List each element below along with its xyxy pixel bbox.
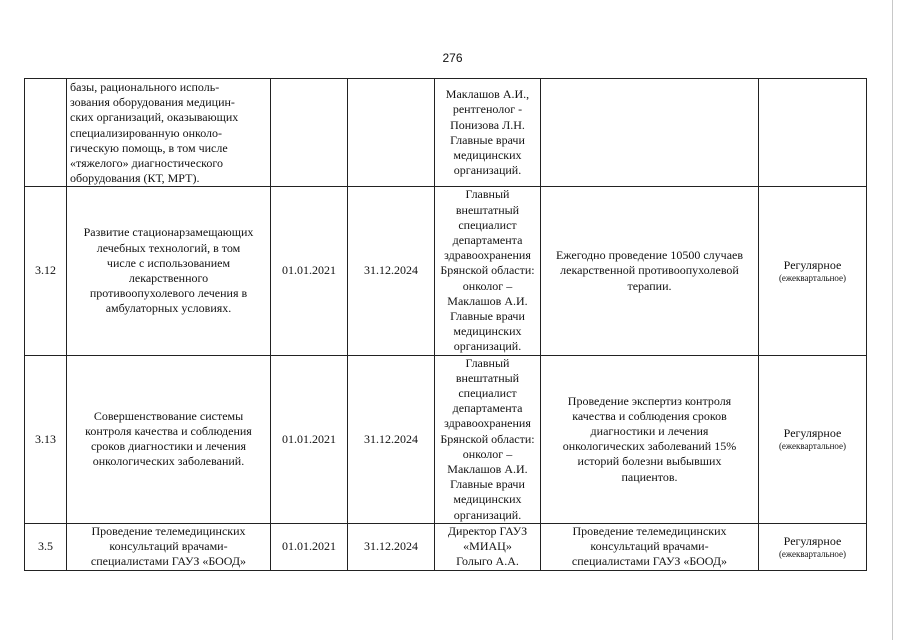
cell-line: Голыго А.А. bbox=[456, 554, 519, 569]
cell-line: лечебных технологий, в том bbox=[96, 240, 241, 255]
frequency-label: Регулярное bbox=[783, 533, 842, 548]
cell-line: Главные врачи bbox=[450, 132, 525, 147]
cell-line: организаций. bbox=[453, 507, 522, 522]
cell-line: ских организаций, оказывающих bbox=[70, 110, 239, 125]
cell-line: числе с использованием bbox=[106, 255, 231, 270]
cell-line: здравоохранения bbox=[444, 416, 531, 431]
table-row bbox=[25, 355, 867, 523]
frequency-cell bbox=[759, 187, 867, 355]
cell-line: консультаций врачами- bbox=[109, 539, 228, 554]
frequency-period: (ежеквартальное) bbox=[778, 273, 847, 284]
cell-line: Главные врачи bbox=[450, 477, 525, 492]
cell-line: Главные врачи bbox=[450, 309, 525, 324]
cell-line: специалист bbox=[458, 386, 517, 401]
cell-line: специализированную онколо- bbox=[70, 125, 223, 140]
cell-line: Маклашов А.И. bbox=[447, 462, 528, 477]
cell-line: оборудования (КТ, МРТ). bbox=[70, 171, 200, 186]
frequency-cell bbox=[759, 355, 867, 523]
cell-line: сроков диагностики и лечения bbox=[90, 439, 247, 454]
result-cell bbox=[541, 79, 759, 187]
cell-line: организаций. bbox=[453, 163, 522, 178]
scan-edge bbox=[892, 0, 893, 640]
row-number-cell: 3.12 bbox=[25, 187, 67, 355]
responsible-cell bbox=[435, 523, 541, 570]
cell-line: диагностики и лечения bbox=[590, 424, 709, 439]
cell-line: Брянской области: bbox=[440, 431, 535, 446]
cell-line: Проведение телемедицинских bbox=[91, 523, 246, 538]
row-number-cell: 3.5 bbox=[25, 523, 67, 570]
result-cell bbox=[541, 355, 759, 523]
cell-line: онколог – bbox=[462, 278, 513, 293]
cell-line: внештатный bbox=[455, 202, 520, 217]
cell-line: Брянской области: bbox=[440, 263, 535, 278]
cell-line: гическую помощь, в том числе bbox=[70, 140, 228, 155]
end-date-cell: 31.12.2024 bbox=[348, 187, 435, 355]
cell-line: здравоохранения bbox=[444, 248, 531, 263]
cell-line: консультаций врачами- bbox=[590, 539, 709, 554]
cell-line: «тяжелого» диагностического bbox=[70, 156, 223, 171]
cell-line: медицинских bbox=[453, 492, 522, 507]
cell-line: базы, рационального исполь- bbox=[70, 80, 220, 94]
cell-line: Директор ГАУЗ bbox=[447, 523, 528, 538]
cell-line: департамента bbox=[452, 401, 523, 416]
cell-line: медицинских bbox=[453, 147, 522, 162]
cell-line: Проведение экспертиз контроля bbox=[567, 393, 732, 408]
start-date-cell bbox=[271, 79, 348, 187]
cell-line: лекарственной противоопухолевой bbox=[560, 263, 739, 278]
page-number: 276 bbox=[442, 51, 463, 65]
frequency-cell bbox=[759, 79, 867, 187]
cell-line: онколог – bbox=[462, 446, 513, 461]
cell-line: Маклашов А.И., bbox=[445, 87, 530, 102]
table-row bbox=[25, 187, 867, 355]
cell-line: Понизова Л.Н. bbox=[450, 117, 525, 132]
cell-line: Ежегодно проведение 10500 случаев bbox=[555, 248, 744, 263]
table-row bbox=[25, 523, 867, 570]
result-cell bbox=[541, 187, 759, 355]
cell-line: Развитие стационарзамещающих bbox=[83, 225, 254, 240]
measure-description-cell bbox=[67, 523, 271, 570]
cell-line: зования оборудования медицин- bbox=[70, 95, 235, 110]
cell-line: внештатный bbox=[455, 370, 520, 385]
responsible-cell bbox=[435, 355, 541, 523]
measure-description-cell bbox=[67, 187, 271, 355]
cell-line: специалистами ГАУЗ «БООД» bbox=[571, 554, 728, 569]
cell-line: Проведение телемедицинских bbox=[572, 523, 727, 538]
cell-line: лекарственного bbox=[128, 271, 209, 286]
frequency-label: Регулярное bbox=[783, 426, 842, 441]
frequency-label: Регулярное bbox=[783, 258, 842, 273]
cell-line: департамента bbox=[452, 233, 523, 248]
cell-line: организаций. bbox=[453, 339, 522, 354]
plan-table bbox=[24, 78, 867, 571]
cell-line: противоопухолевого лечения в bbox=[89, 286, 248, 301]
cell-line: пациентов. bbox=[621, 469, 678, 484]
cell-line: амбулаторных условиях. bbox=[105, 301, 232, 316]
row-number-cell: 3.13 bbox=[25, 355, 67, 523]
result-cell bbox=[541, 523, 759, 570]
end-date-cell bbox=[348, 79, 435, 187]
cell-line: специалист bbox=[458, 217, 517, 232]
cell-line: рентгенолог - bbox=[452, 102, 523, 117]
cell-line: Главный bbox=[465, 187, 510, 202]
cell-line: контроля качества и соблюдения bbox=[85, 424, 252, 439]
cell-line: качества и соблюдения сроков bbox=[572, 408, 727, 423]
start-date-cell: 01.01.2021 bbox=[271, 187, 348, 355]
responsible-cell bbox=[435, 79, 541, 187]
cell-line: Маклашов А.И. bbox=[447, 293, 528, 308]
end-date-cell: 31.12.2024 bbox=[348, 355, 435, 523]
row-number-cell bbox=[25, 79, 67, 187]
cell-line: историй болезни выбывших bbox=[577, 454, 722, 469]
cell-line: Главный bbox=[465, 355, 510, 370]
start-date-cell: 01.01.2021 bbox=[271, 355, 348, 523]
cell-line: «МИАЦ» bbox=[463, 539, 512, 554]
frequency-cell bbox=[759, 523, 867, 570]
responsible-cell bbox=[435, 187, 541, 355]
frequency-period: (ежеквартальное) bbox=[778, 548, 847, 559]
end-date-cell: 31.12.2024 bbox=[348, 523, 435, 570]
cell-line: Совершенствование системы bbox=[93, 408, 244, 423]
start-date-cell: 01.01.2021 bbox=[271, 523, 348, 570]
cell-line: специалистами ГАУЗ «БООД» bbox=[90, 554, 247, 569]
measure-description-cell bbox=[67, 79, 271, 187]
table-row bbox=[25, 79, 867, 187]
cell-line: онкологических заболеваний 15% bbox=[562, 439, 737, 454]
measure-description-cell bbox=[67, 355, 271, 523]
cell-line: онкологических заболеваний. bbox=[92, 454, 245, 469]
cell-line: медицинских bbox=[453, 324, 522, 339]
cell-line: терапии. bbox=[627, 278, 672, 293]
frequency-period: (ежеквартальное) bbox=[778, 441, 847, 452]
